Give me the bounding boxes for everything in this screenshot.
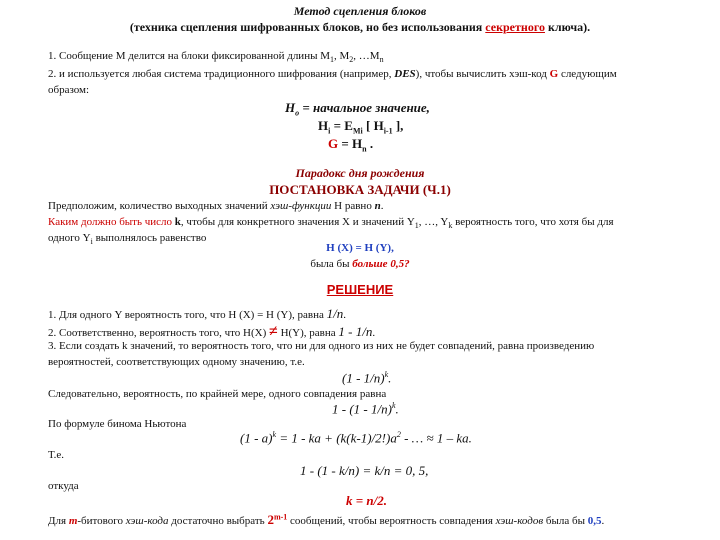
formula-probability: 1 - (1 - k/n) = k/n = 0, 5, [300,463,429,478]
paradox-line-2: Каким должно быть число k, чтобы для конкретного значения X и значений $Y_1$, …, $Y_k$ вероятность того, что хотя бы для [48,216,614,231]
formula-no-match: (1 - 1/n)$^k$. [342,370,392,386]
equality-formula: H (X) = H (Y), [326,242,394,254]
paradox-title: Парадокс дня рождения [295,166,425,180]
not-equal-sign: ≠ [269,323,278,340]
document-title: Метод сцепления блоков [293,4,427,18]
consequence-text: Следовательно, вероятность, по крайней мере, одного совпадения равна [48,388,387,400]
conclusion-text: Для m-битового хэш-кода достаточно выбрать 2$^{m-1}$ сообщений, чтобы вероятность совпадения хэш-кодов была бы 0,5. [48,512,605,527]
solution-heading: РЕШЕНИЕ [326,282,394,297]
paradox-line-3: одного $Y_i$ выполнялось равенство [48,232,207,247]
te-text: Т.е. [48,449,65,461]
formula-g: $G = H_n$ . [328,136,374,154]
formula-at-least-one: 1 - (1 - 1/n)$^k$. [332,401,399,417]
otkuda-text: откуда [48,480,79,492]
document-subtitle: (техника сцепления шифрованных блоков, но без использования секретного ключа). [129,20,591,34]
problem-heading: ПОСТАНОВКА ЗАДАЧИ (Ч.1) [269,182,451,197]
formula-h0: $H_o$ = начальное значение, [285,100,430,118]
newton-text: По формуле бинома Ньютона [48,418,187,430]
solution-step-3-line-2: вероятностей, соответствующих одному значению, т.е. [48,356,305,368]
solution-step-3-line-1: 3. Если создать k значений, то вероятность того, что ни для одного из них не будет совпадений, равна произведению [48,340,595,352]
solution-step-1: 1. Для одного Y вероятность того, что H (X) = H (Y), равна 1/n. [48,306,346,321]
step-2-text: 2. и используется любая система традиционного шифрования (например, DES), чтобы вычислить хэш-код G следующим [48,68,617,80]
step-1-text: 1. Сообщение M делится на блоки фиксированной длины $M_1$, $M_2$, $\dots M_n$ [48,50,384,65]
step-2-text-cont: образом: [48,84,90,96]
formula-k-result: k = n/2. [346,493,387,508]
question-line: была бы больше 0,5? [310,258,410,270]
formula-hi: $H_i = E_{Mi}$ [ $H_{i-1}$ ], [318,118,404,136]
formula-binomial: (1 - a)$^k$ = 1 - ka + $(k(k-1)/2!)a^2$ - … ≈ 1 – ka. [240,430,472,446]
solution-step-2: 2. Соответственно, вероятность того, что H(X) ≠ H(Y), равна 1 - 1/n. [48,323,376,340]
paradox-line-1: Предположим, количество выходных значений хэш-функции H равно n. [48,200,384,212]
